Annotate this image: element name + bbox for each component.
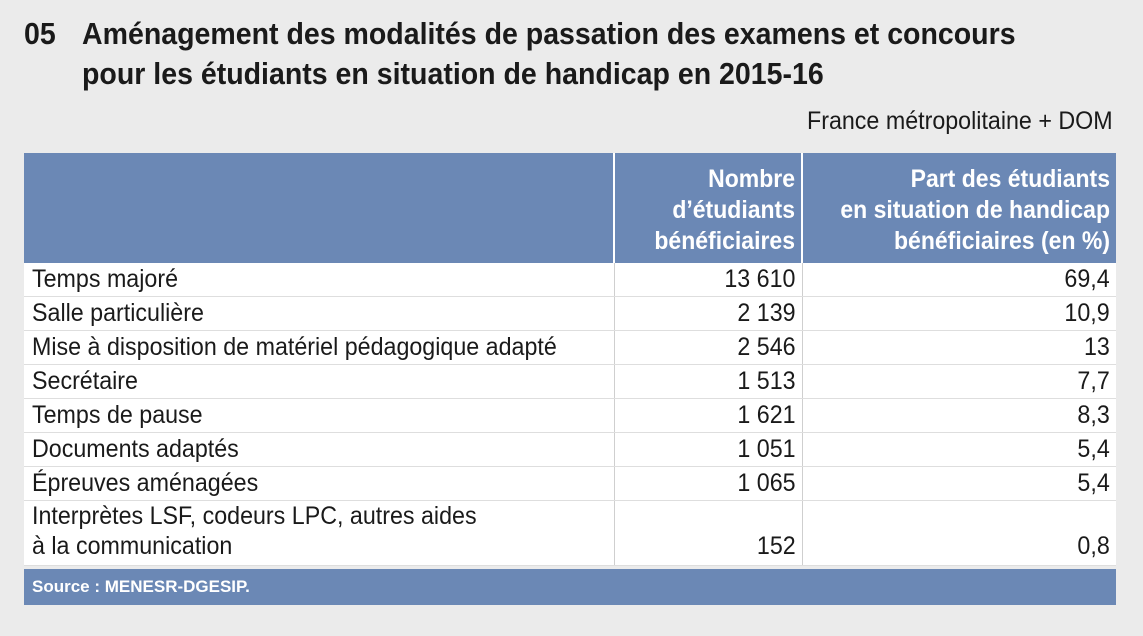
table-row bbox=[24, 365, 1116, 399]
row-count: 13 610 bbox=[614, 263, 802, 297]
row-label-line: Temps de pause bbox=[32, 401, 203, 429]
header-count-line: bénéficiaires bbox=[654, 227, 795, 255]
row-label bbox=[24, 399, 614, 433]
row-label-line: à la communication bbox=[32, 532, 233, 560]
data-table-container bbox=[24, 153, 1116, 605]
table-row bbox=[24, 331, 1116, 365]
header-count-line: d’étudiants bbox=[672, 196, 795, 224]
header-share-line: en situation de handicap bbox=[840, 196, 1110, 224]
figure-title bbox=[82, 14, 1082, 94]
data-table bbox=[24, 153, 1116, 566]
table-row bbox=[24, 263, 1116, 297]
row-count: 1 065 bbox=[614, 467, 802, 501]
row-label-line: Temps majoré bbox=[32, 265, 179, 293]
row-share: 7,7 bbox=[802, 365, 1116, 399]
row-share: 13 bbox=[802, 331, 1116, 365]
row-count: 1 051 bbox=[614, 433, 802, 467]
table-row bbox=[24, 399, 1116, 433]
header-cell-label bbox=[24, 153, 614, 263]
row-count: 2 139 bbox=[614, 297, 802, 331]
row-label-line: Épreuves aménagées bbox=[32, 469, 259, 497]
row-share: 0,8 bbox=[802, 501, 1116, 566]
row-share: 69,4 bbox=[802, 263, 1116, 297]
row-label bbox=[24, 365, 614, 399]
row-count: 1 513 bbox=[614, 365, 802, 399]
row-label bbox=[24, 331, 614, 365]
header-count-line: Nombre bbox=[708, 165, 795, 193]
table-row bbox=[24, 467, 1116, 501]
row-share: 8,3 bbox=[802, 399, 1116, 433]
row-label-line: Secrétaire bbox=[32, 367, 138, 395]
table-row bbox=[24, 433, 1116, 467]
row-share: 5,4 bbox=[802, 467, 1116, 501]
table-row bbox=[24, 297, 1116, 331]
row-label bbox=[24, 433, 614, 467]
figure-title-line-1: Aménagement des modalités de passation des examens et concours bbox=[82, 16, 1016, 51]
table-body bbox=[24, 263, 1116, 566]
row-label bbox=[24, 467, 614, 501]
row-share: 10,9 bbox=[802, 297, 1116, 331]
row-count: 152 bbox=[614, 501, 802, 566]
row-label-line: Salle particulière bbox=[32, 299, 204, 327]
row-count: 2 546 bbox=[614, 331, 802, 365]
row-label bbox=[24, 501, 614, 566]
figure-header bbox=[24, 14, 1124, 94]
table-row bbox=[24, 501, 1116, 566]
row-label bbox=[24, 263, 614, 297]
row-label bbox=[24, 297, 614, 331]
row-label-line: Documents adaptés bbox=[32, 435, 239, 463]
header-share-line: bénéficiaires (en %) bbox=[893, 227, 1110, 255]
row-label-line: Mise à disposition de matériel pédagogique adapté bbox=[32, 333, 557, 361]
table-header-row bbox=[24, 153, 1116, 263]
source-note: Source : MENESR-DGESIP. bbox=[24, 566, 1116, 605]
row-label-line: Interprètes LSF, codeurs LPC, autres aides bbox=[32, 502, 477, 530]
figure-title-line-2: pour les étudiants en situation de handicap en 2015-16 bbox=[82, 56, 824, 91]
figure-number: 05 bbox=[24, 16, 56, 51]
row-count: 1 621 bbox=[614, 399, 802, 433]
header-cell-share bbox=[802, 153, 1116, 263]
row-share: 5,4 bbox=[802, 433, 1116, 467]
geographic-scope: France métropolitaine + DOM bbox=[807, 107, 1113, 135]
header-share-line: Part des étudiants bbox=[910, 165, 1110, 193]
header-cell-count bbox=[614, 153, 802, 263]
